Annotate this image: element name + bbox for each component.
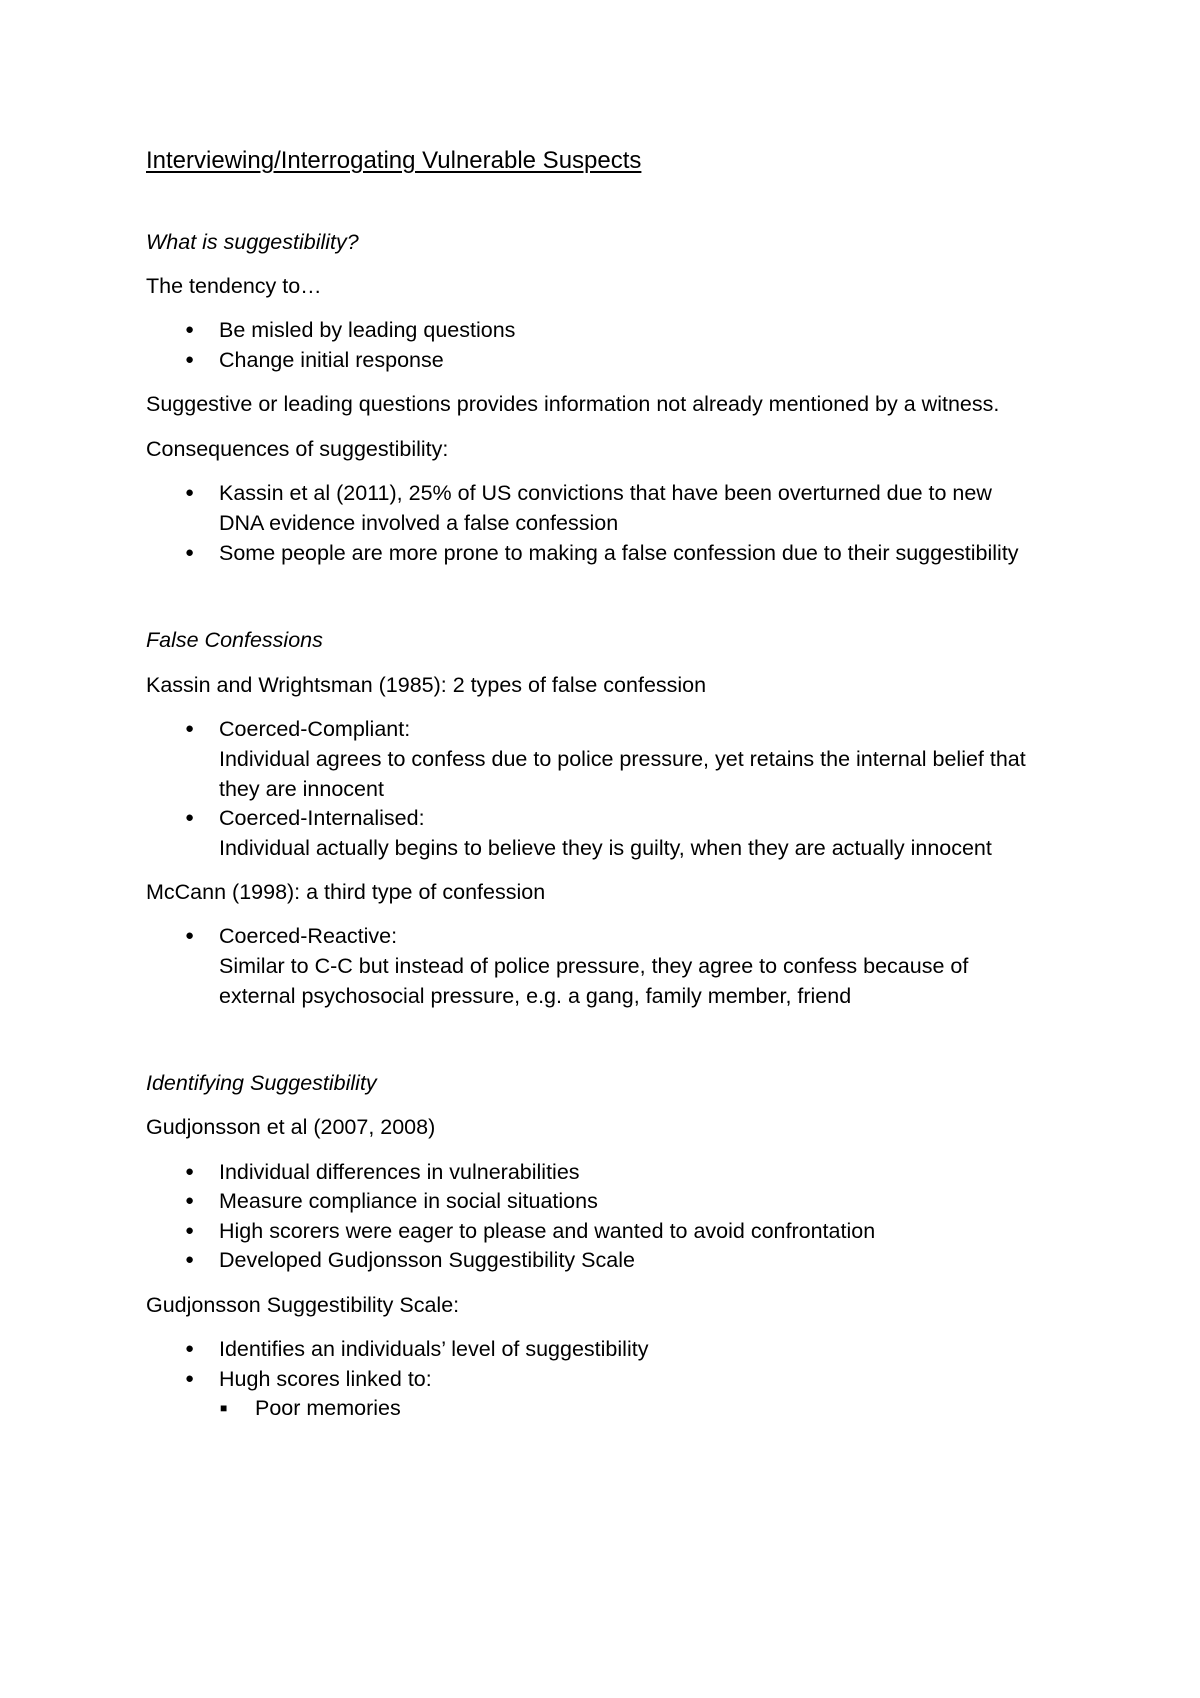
list-item: Be misled by leading questions [219,318,516,342]
section-heading-suggestibility: What is suggestibility? [146,230,359,254]
paragraph-gudjonsson: Gudjonsson et al (2007, 2008) [146,1115,436,1139]
list-item-continuation: Similar to C-C but instead of police pressure, they agree to confess because of [219,954,969,978]
document-title: Interviewing/Interrogating Vulnerable Suspects [146,147,642,174]
bullet-icon: ● [185,1340,195,1357]
list-item: Measure compliance in social situations [219,1189,598,1213]
section-heading-identifying-suggestibility: Identifying Suggestibility [146,1071,377,1095]
list-item-continuation: DNA evidence involved a false confession [219,511,619,535]
bullet-icon: ● [185,1192,195,1209]
list-item: High scorers were eager to please and wanted to avoid confrontation [219,1219,876,1243]
section-heading-false-confessions: False Confessions [146,628,323,652]
list-item: Identifies an individuals’ level of suggestibility [219,1337,649,1361]
bullet-icon: ● [185,321,195,338]
bullet-icon: ● [185,1370,195,1387]
square-bullet-icon: ■ [220,1401,228,1415]
bullet-icon: ● [185,544,195,561]
list-item: Individual differences in vulnerabilities [219,1160,580,1184]
list-item-continuation: Individual actually begins to believe they is guilty, when they are actually innocent [219,836,992,860]
bullet-icon: ● [185,1251,195,1268]
list-item: Some people are more prone to making a false confession due to their suggestibility [219,541,1019,565]
bullet-icon: ● [185,927,195,944]
paragraph-gss-label: Gudjonsson Suggestibility Scale: [146,1293,460,1317]
sub-list-item: Poor memories [255,1396,401,1420]
paragraph-mccann: McCann (1998): a third type of confession [146,880,546,904]
bullet-icon: ● [185,720,195,737]
list-item: Change initial response [219,348,444,372]
list-item-continuation: Individual agrees to confess due to police pressure, yet retains the internal belief that [219,747,1026,771]
list-item: Kassin et al (2011), 25% of US convictions that have been overturned due to new [219,481,992,505]
list-item: Coerced-Internalised: [219,806,425,830]
list-item: Developed Gudjonsson Suggestibility Scale [219,1248,635,1272]
bullet-icon: ● [185,1163,195,1180]
bullet-icon: ● [185,1222,195,1239]
bullet-icon: ● [185,484,195,501]
list-item-continuation: they are innocent [219,777,384,801]
paragraph-consequences: Consequences of suggestibility: [146,437,449,461]
paragraph-tendency: The tendency to… [146,274,322,298]
paragraph-definition: Suggestive or leading questions provides information not already mentioned by a witness. [146,392,1000,416]
list-item: Hugh scores linked to: [219,1367,432,1391]
paragraph-kassin-wrightsman: Kassin and Wrightsman (1985): 2 types of false confession [146,673,707,697]
list-item-continuation: external psychosocial pressure, e.g. a gang, family member, friend [219,984,852,1008]
bullet-icon: ● [185,809,195,826]
bullet-icon: ● [185,351,195,368]
list-item: Coerced-Reactive: [219,924,398,948]
list-item: Coerced-Compliant: [219,717,411,741]
